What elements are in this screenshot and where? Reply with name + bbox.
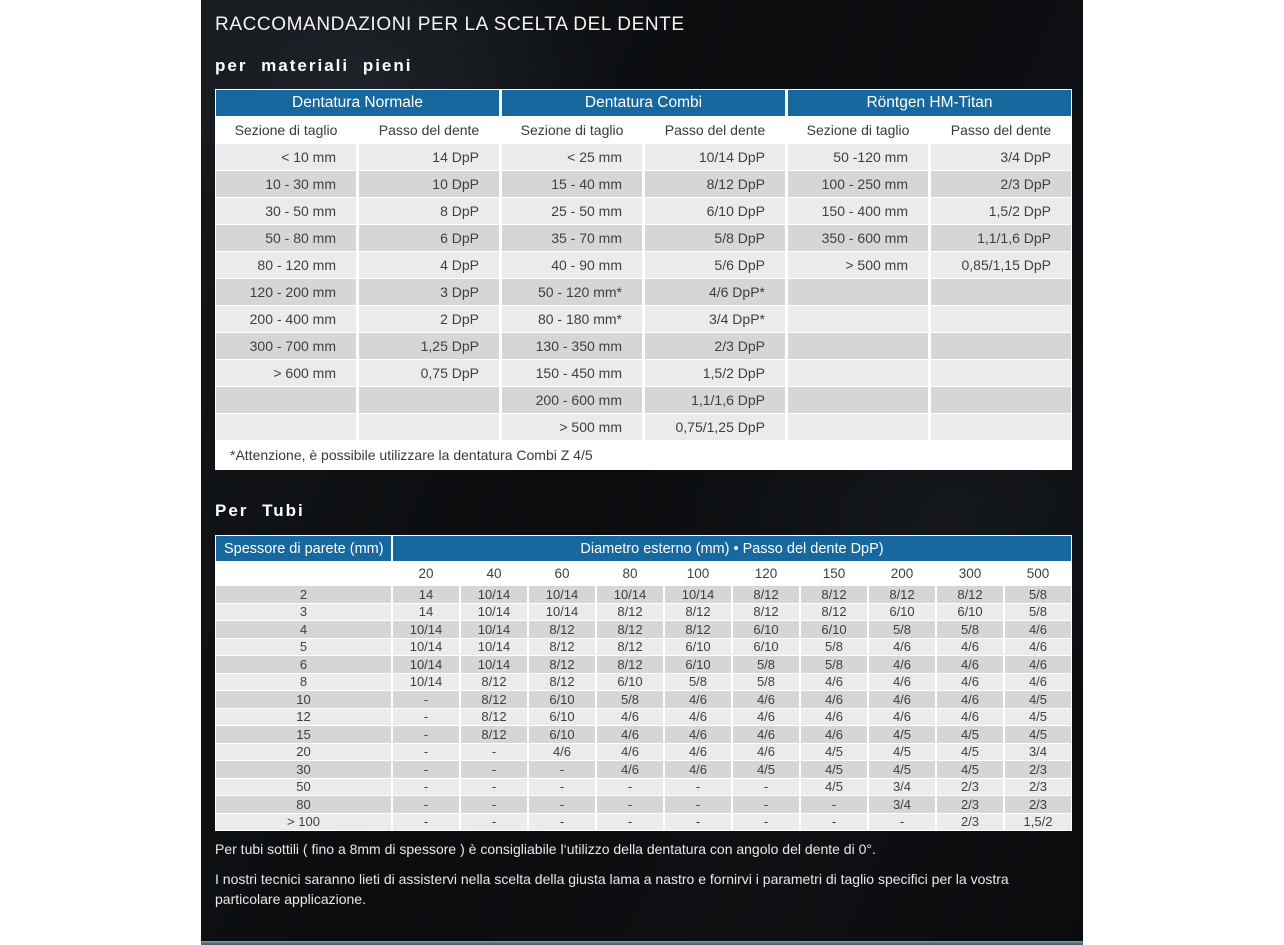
subheader-cell: Passo del dente xyxy=(359,116,499,144)
table-cell xyxy=(931,333,1071,359)
table-cell: 10/14 xyxy=(393,656,459,673)
table-cell: 5/6 DpP xyxy=(645,252,785,278)
wall-thickness-cell: 20 xyxy=(216,744,391,761)
table-cell: 6/10 xyxy=(801,621,867,638)
table-row xyxy=(216,198,1071,224)
table-cell: 4/6 xyxy=(869,639,935,656)
table-cell: 4/6 xyxy=(801,726,867,743)
table-cell: - xyxy=(665,814,731,831)
table-cell: 8/12 xyxy=(529,674,595,691)
table-cell: 150 - 400 mm xyxy=(788,198,928,224)
table-cell: 4/6 xyxy=(597,744,663,761)
table-cell: 4/6 xyxy=(801,691,867,708)
tubes-table xyxy=(215,535,1072,831)
table-cell: - xyxy=(597,779,663,796)
table-row xyxy=(216,621,1071,638)
column-header-cell: 300 xyxy=(937,561,1003,586)
table-cell: 4/6 xyxy=(937,656,1003,673)
table-cell: 10 DpP xyxy=(359,171,499,197)
table-cell: 10/14 xyxy=(393,621,459,638)
table-cell: 4/6 xyxy=(869,691,935,708)
table-cell: 6/10 DpP xyxy=(645,198,785,224)
table-cell: 4/6 xyxy=(665,726,731,743)
table-cell: 6/10 xyxy=(733,621,799,638)
table-cell: 4/6 xyxy=(1005,674,1071,691)
page-title: RACCOMANDAZIONI PER LA SCELTA DEL DENTE xyxy=(215,14,685,35)
table-cell: 30 - 50 mm xyxy=(216,198,356,224)
table-cell: 5/8 xyxy=(733,656,799,673)
solid-table-footnote: *Attenzione, è possibile utilizzare la dentatura Combi Z 4/5 xyxy=(216,441,1071,469)
table-cell xyxy=(788,414,928,440)
table-cell: - xyxy=(733,814,799,831)
wall-thickness-cell: 50 xyxy=(216,779,391,796)
table-cell: 8/12 xyxy=(597,656,663,673)
table-cell: 4/6 xyxy=(869,674,935,691)
table-cell: 120 - 200 mm xyxy=(216,279,356,305)
table-cell: - xyxy=(393,744,459,761)
tubes-table-header-row xyxy=(216,536,1071,561)
solid-table-group-header-row xyxy=(216,90,1071,116)
table-cell xyxy=(788,306,928,332)
table-cell: 10/14 xyxy=(461,656,527,673)
table-cell: 10/14 xyxy=(461,639,527,656)
table-cell: 6/10 xyxy=(529,691,595,708)
table-cell: 4/6 xyxy=(869,709,935,726)
table-cell: 4/5 xyxy=(937,744,1003,761)
table-cell: 6 DpP xyxy=(359,225,499,251)
table-cell: 5/8 xyxy=(597,691,663,708)
table-cell: 4/6 xyxy=(665,761,731,778)
wall-thickness-cell: 10 xyxy=(216,691,391,708)
table-cell: 0,85/1,15 DpP xyxy=(931,252,1071,278)
support-note: I nostri tecnici saranno lieti di assistervi nella scelta della giusta lama a nastro e fornirvi i parametri di taglio specifici per la vostra particolare applicazione. xyxy=(215,871,1009,907)
table-cell: 4/5 xyxy=(733,761,799,778)
wall-thickness-cell: 15 xyxy=(216,726,391,743)
table-cell: - xyxy=(393,796,459,813)
table-cell: > 500 mm xyxy=(502,414,642,440)
table-cell: 4/6 xyxy=(801,709,867,726)
table-cell: 4/6 xyxy=(937,709,1003,726)
table-cell: - xyxy=(461,814,527,831)
table-cell: 50 -120 mm xyxy=(788,144,928,170)
column-header-spacer xyxy=(216,561,391,586)
table-row xyxy=(216,306,1071,332)
table-cell: 6/10 xyxy=(733,639,799,656)
content-panel xyxy=(201,0,1083,945)
table-cell: - xyxy=(597,814,663,831)
table-cell: - xyxy=(393,761,459,778)
table-cell: 300 - 700 mm xyxy=(216,333,356,359)
subheader-cell: Sezione di taglio xyxy=(216,116,356,144)
column-header-cell: 40 xyxy=(461,561,527,586)
table-cell: - xyxy=(529,779,595,796)
table-cell: 4/5 xyxy=(801,744,867,761)
table-cell: 4/6 xyxy=(665,744,731,761)
table-cell: > 500 mm xyxy=(788,252,928,278)
table-cell: 4/6 xyxy=(597,709,663,726)
table-row xyxy=(216,656,1071,673)
table-cell: 10 - 30 mm xyxy=(216,171,356,197)
table-cell: 14 DpP xyxy=(359,144,499,170)
table-row xyxy=(216,586,1071,603)
wall-thickness-cell: 80 xyxy=(216,796,391,813)
table-cell: 5/8 xyxy=(869,621,935,638)
table-cell: 10/14 xyxy=(529,586,595,603)
group-header-cell: Röntgen HM-Titan xyxy=(788,90,1071,116)
table-cell: 35 - 70 mm xyxy=(502,225,642,251)
table-cell: 8/12 xyxy=(597,604,663,621)
thin-tubes-note: Per tubi sottili ( fino a 8mm di spessore ) è consigliabile l‘utilizzo della dentatura con angolo del dente di 0°. xyxy=(215,841,876,857)
table-cell xyxy=(216,414,356,440)
table-cell: - xyxy=(733,779,799,796)
wall-thickness-cell: 8 xyxy=(216,674,391,691)
wall-thickness-header-cell: Spessore di parete (mm) xyxy=(216,536,391,561)
table-cell: - xyxy=(801,796,867,813)
table-cell xyxy=(359,387,499,413)
table-cell: 8/12 xyxy=(801,586,867,603)
table-cell: 80 - 180 mm* xyxy=(502,306,642,332)
wall-thickness-cell: 2 xyxy=(216,586,391,603)
table-cell: 4/6 DpP* xyxy=(645,279,785,305)
table-cell: 6/10 xyxy=(869,604,935,621)
table-cell xyxy=(788,360,928,386)
table-row xyxy=(216,674,1071,691)
table-cell: 4/6 xyxy=(937,639,1003,656)
wall-thickness-cell: 12 xyxy=(216,709,391,726)
column-header-cell: 150 xyxy=(801,561,867,586)
table-cell: 4/6 xyxy=(1005,656,1071,673)
table-row xyxy=(216,691,1071,708)
table-cell: 10/14 xyxy=(461,586,527,603)
table-cell: 200 - 600 mm xyxy=(502,387,642,413)
table-cell: 4/6 xyxy=(733,691,799,708)
table-cell: 5/8 xyxy=(801,656,867,673)
table-cell: 14 xyxy=(393,604,459,621)
table-cell: 8/12 xyxy=(801,604,867,621)
table-cell: 6/10 xyxy=(665,639,731,656)
table-cell: - xyxy=(393,814,459,831)
table-cell: 8/12 xyxy=(665,621,731,638)
table-cell: 2/3 xyxy=(937,779,1003,796)
table-cell: 4/5 xyxy=(1005,726,1071,743)
table-cell: 8/12 xyxy=(461,691,527,708)
tubes-table-body xyxy=(216,586,1071,830)
table-cell: 2/3 xyxy=(937,796,1003,813)
table-cell: 2/3 DpP xyxy=(931,171,1071,197)
table-cell: 4/6 xyxy=(665,709,731,726)
table-cell: 4/6 xyxy=(733,709,799,726)
table-cell: 130 - 350 mm xyxy=(502,333,642,359)
table-cell: 8/12 DpP xyxy=(645,171,785,197)
table-cell: 350 - 600 mm xyxy=(788,225,928,251)
table-cell: - xyxy=(393,709,459,726)
table-cell: 4/5 xyxy=(1005,709,1071,726)
table-cell: 0,75/1,25 DpP xyxy=(645,414,785,440)
subheader-cell: Sezione di taglio xyxy=(502,116,642,144)
table-cell: - xyxy=(665,779,731,796)
wall-thickness-cell: > 100 xyxy=(216,814,391,831)
table-row xyxy=(216,171,1071,197)
table-cell: - xyxy=(393,779,459,796)
table-cell: 5/8 xyxy=(733,674,799,691)
table-cell: 1,5/2 xyxy=(1005,814,1071,831)
table-cell: 4/5 xyxy=(869,744,935,761)
solid-table-body xyxy=(216,144,1071,440)
table-cell: < 25 mm xyxy=(502,144,642,170)
table-cell: 4/6 xyxy=(597,761,663,778)
table-cell xyxy=(788,333,928,359)
table-cell: - xyxy=(461,796,527,813)
table-cell: 80 - 120 mm xyxy=(216,252,356,278)
table-cell: 1,1/1,6 DpP xyxy=(931,225,1071,251)
table-cell: 8 DpP xyxy=(359,198,499,224)
solid-materials-heading: per materiali pieni xyxy=(215,56,413,75)
column-header-cell: 500 xyxy=(1005,561,1071,586)
table-cell: 4 DpP xyxy=(359,252,499,278)
table-cell: - xyxy=(733,796,799,813)
table-cell: 3 DpP xyxy=(359,279,499,305)
table-cell: 5/8 xyxy=(801,639,867,656)
table-cell: 1,5/2 DpP xyxy=(645,360,785,386)
table-cell: 3/4 xyxy=(1005,744,1071,761)
group-header-cell: Dentatura Normale xyxy=(216,90,499,116)
bottom-accent-bar xyxy=(201,941,1083,945)
table-cell: 6/10 xyxy=(597,674,663,691)
table-cell: 10/14 xyxy=(461,604,527,621)
table-cell: 4/6 xyxy=(733,744,799,761)
table-cell: 5/8 DpP xyxy=(645,225,785,251)
table-row xyxy=(216,814,1071,831)
table-cell xyxy=(931,279,1071,305)
table-cell: 2/3 xyxy=(1005,761,1071,778)
table-row xyxy=(216,387,1071,413)
table-cell: 6/10 xyxy=(529,709,595,726)
subheader-cell: Passo del dente xyxy=(645,116,785,144)
table-cell: - xyxy=(461,761,527,778)
table-cell xyxy=(788,279,928,305)
table-cell: 10/14 xyxy=(393,639,459,656)
wall-thickness-cell: 30 xyxy=(216,761,391,778)
solid-table-subheader-row xyxy=(216,116,1071,144)
table-cell: - xyxy=(597,796,663,813)
table-row xyxy=(216,414,1071,440)
table-cell: 10/14 xyxy=(529,604,595,621)
tubes-table-column-header-row xyxy=(216,561,1071,586)
wall-thickness-cell: 5 xyxy=(216,639,391,656)
table-cell: 4/6 xyxy=(869,656,935,673)
table-cell: 3/4 DpP* xyxy=(645,306,785,332)
table-cell: 4/5 xyxy=(869,761,935,778)
wall-thickness-cell: 3 xyxy=(216,604,391,621)
table-cell xyxy=(788,387,928,413)
table-cell: 3/4 xyxy=(869,779,935,796)
table-cell: 4/6 xyxy=(733,726,799,743)
wall-thickness-cell: 6 xyxy=(216,656,391,673)
table-cell xyxy=(931,360,1071,386)
table-cell: 4/6 xyxy=(937,674,1003,691)
table-cell: 5/8 xyxy=(937,621,1003,638)
table-cell: 0,75 DpP xyxy=(359,360,499,386)
table-cell: 2/3 DpP xyxy=(645,333,785,359)
table-cell: 1,1/1,6 DpP xyxy=(645,387,785,413)
table-cell: 5/8 xyxy=(1005,604,1071,621)
table-cell: 10/14 xyxy=(393,674,459,691)
table-row xyxy=(216,779,1071,796)
column-header-cell: 200 xyxy=(869,561,935,586)
table-cell: - xyxy=(801,814,867,831)
table-row xyxy=(216,761,1071,778)
table-cell: 5/8 xyxy=(665,674,731,691)
table-row xyxy=(216,709,1071,726)
table-cell: - xyxy=(529,814,595,831)
table-row xyxy=(216,796,1071,813)
table-cell: 8/12 xyxy=(461,709,527,726)
table-cell: < 10 mm xyxy=(216,144,356,170)
table-cell: 3/4 xyxy=(869,796,935,813)
table-cell: 4/6 xyxy=(529,744,595,761)
table-cell: 8/12 xyxy=(937,586,1003,603)
table-cell: 4/5 xyxy=(937,726,1003,743)
table-cell: 100 - 250 mm xyxy=(788,171,928,197)
table-cell xyxy=(216,387,356,413)
table-cell: 1,25 DpP xyxy=(359,333,499,359)
table-cell: 8/12 xyxy=(665,604,731,621)
table-cell: - xyxy=(461,779,527,796)
table-row xyxy=(216,360,1071,386)
table-cell: 25 - 50 mm xyxy=(502,198,642,224)
table-cell: 8/12 xyxy=(597,639,663,656)
table-cell: 4/5 xyxy=(801,761,867,778)
table-cell: 6/10 xyxy=(529,726,595,743)
table-cell: 4/6 xyxy=(937,691,1003,708)
table-cell: 4/5 xyxy=(1005,691,1071,708)
table-row xyxy=(216,333,1071,359)
table-cell: 4/6 xyxy=(1005,621,1071,638)
table-cell: - xyxy=(393,691,459,708)
table-cell: 8/12 xyxy=(529,639,595,656)
table-cell: 5/8 xyxy=(1005,586,1071,603)
table-cell: 10/14 xyxy=(597,586,663,603)
solid-materials-table xyxy=(215,89,1072,470)
table-cell: 10/14 xyxy=(665,586,731,603)
table-cell: 8/12 xyxy=(461,726,527,743)
table-cell: 50 - 80 mm xyxy=(216,225,356,251)
table-cell: > 600 mm xyxy=(216,360,356,386)
table-cell: 6/10 xyxy=(937,604,1003,621)
subheader-cell: Passo del dente xyxy=(931,116,1071,144)
table-cell: 8/12 xyxy=(869,586,935,603)
column-header-cell: 20 xyxy=(393,561,459,586)
outer-diameter-header-cell: Diametro esterno (mm) • Passo del dente DpP) xyxy=(393,536,1071,561)
table-cell: 40 - 90 mm xyxy=(502,252,642,278)
column-header-cell: 120 xyxy=(733,561,799,586)
table-cell: - xyxy=(665,796,731,813)
table-cell: 200 - 400 mm xyxy=(216,306,356,332)
table-cell: 8/12 xyxy=(529,656,595,673)
table-cell: 4/6 xyxy=(665,691,731,708)
wall-thickness-cell: 4 xyxy=(216,621,391,638)
table-cell: 8/12 xyxy=(733,586,799,603)
table-cell: - xyxy=(461,744,527,761)
table-cell: 8/12 xyxy=(597,621,663,638)
table-cell: 8/12 xyxy=(461,674,527,691)
tubes-heading: Per Tubi xyxy=(215,501,305,520)
table-cell: 10/14 xyxy=(461,621,527,638)
table-cell: 4/6 xyxy=(1005,639,1071,656)
column-header-cell: 80 xyxy=(597,561,663,586)
table-cell: 8/12 xyxy=(529,621,595,638)
table-cell: 6/10 xyxy=(665,656,731,673)
table-row xyxy=(216,144,1071,170)
table-cell: 4/5 xyxy=(937,761,1003,778)
table-cell: 2 DpP xyxy=(359,306,499,332)
table-cell xyxy=(359,414,499,440)
table-cell xyxy=(931,306,1071,332)
table-cell: 1,5/2 DpP xyxy=(931,198,1071,224)
column-header-cell: 60 xyxy=(529,561,595,586)
table-cell: - xyxy=(529,761,595,778)
table-cell xyxy=(931,387,1071,413)
table-cell: 4/5 xyxy=(869,726,935,743)
table-row xyxy=(216,604,1071,621)
table-cell xyxy=(931,414,1071,440)
table-cell: 4/5 xyxy=(801,779,867,796)
group-header-cell: Dentatura Combi xyxy=(502,90,785,116)
table-row xyxy=(216,279,1071,305)
column-header-cell: 100 xyxy=(665,561,731,586)
table-cell: - xyxy=(869,814,935,831)
table-cell: 2/3 xyxy=(1005,779,1071,796)
table-row xyxy=(216,225,1071,251)
table-row xyxy=(216,726,1071,743)
table-row xyxy=(216,744,1071,761)
table-row xyxy=(216,639,1071,656)
table-cell: 50 - 120 mm* xyxy=(502,279,642,305)
table-cell: 150 - 450 mm xyxy=(502,360,642,386)
table-cell: 14 xyxy=(393,586,459,603)
table-cell: 3/4 DpP xyxy=(931,144,1071,170)
table-cell: - xyxy=(529,796,595,813)
table-cell: - xyxy=(393,726,459,743)
table-row xyxy=(216,252,1071,278)
table-cell: 4/6 xyxy=(801,674,867,691)
table-cell: 15 - 40 mm xyxy=(502,171,642,197)
subheader-cell: Sezione di taglio xyxy=(788,116,928,144)
table-cell: 2/3 xyxy=(937,814,1003,831)
table-cell: 2/3 xyxy=(1005,796,1071,813)
table-cell: 4/6 xyxy=(597,726,663,743)
table-cell: 10/14 DpP xyxy=(645,144,785,170)
table-cell: 8/12 xyxy=(733,604,799,621)
